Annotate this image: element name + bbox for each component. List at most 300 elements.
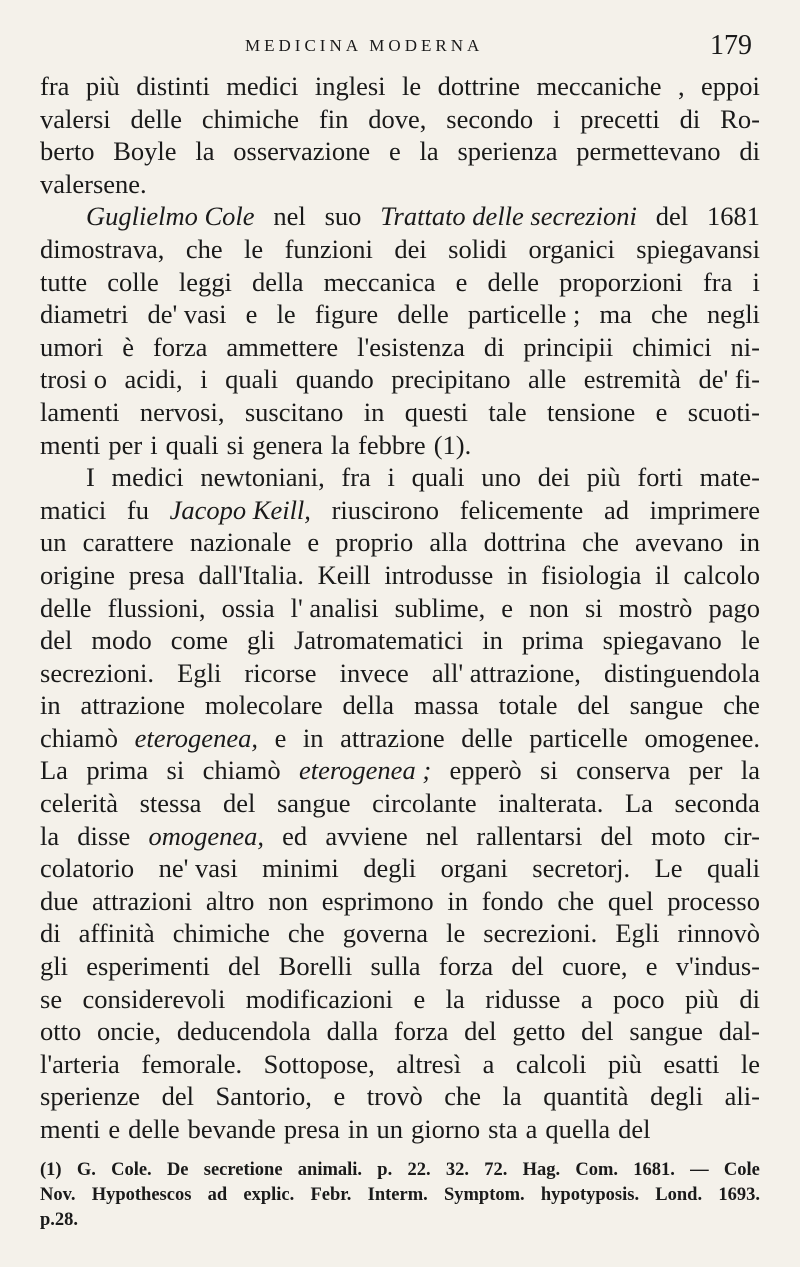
word: totale	[498, 690, 558, 721]
word: chiamò	[40, 722, 118, 753]
word: del	[228, 951, 261, 982]
word: esprimono	[321, 885, 434, 916]
word: proprio	[335, 527, 414, 558]
word: se	[40, 983, 63, 1014]
word: quali	[225, 364, 279, 395]
word: in	[347, 1114, 369, 1144]
word: inglesi	[314, 71, 386, 101]
word: dottrine	[437, 71, 521, 101]
word: di	[483, 331, 505, 362]
word: della	[342, 690, 395, 721]
word: le	[402, 71, 422, 101]
word: Sottopose,	[263, 1048, 375, 1079]
text-line	[40, 1080, 760, 1113]
word: otto	[40, 1016, 82, 1047]
word: quantità	[543, 1081, 629, 1112]
word: e	[245, 299, 258, 330]
word: dalla	[326, 1016, 379, 1047]
word: l' analisi	[290, 592, 379, 623]
word: più	[586, 462, 621, 493]
word: la	[40, 820, 60, 851]
word: 1693.	[718, 1185, 760, 1205]
word: e	[274, 722, 287, 753]
word: delle	[130, 103, 183, 134]
word: questi	[404, 396, 469, 427]
word: è	[122, 331, 135, 362]
word: e	[655, 396, 668, 427]
word: nel	[425, 820, 459, 851]
word: estremità	[583, 364, 681, 395]
word: tensione	[547, 396, 636, 427]
word: forti	[637, 462, 683, 493]
text-line	[40, 70, 760, 103]
word: genera	[252, 429, 323, 460]
word: in	[302, 722, 324, 753]
word: gli	[40, 951, 68, 982]
word: leggi	[178, 266, 232, 297]
running-head: MEDICINA MODERNA	[245, 36, 484, 55]
word: in	[482, 625, 503, 656]
text-line	[40, 754, 760, 787]
word: ne' vasi	[158, 853, 238, 884]
word: 28.	[54, 1210, 79, 1230]
word: quali	[706, 853, 760, 884]
word: eterogenea,	[134, 722, 258, 753]
word: avevano	[634, 527, 724, 558]
word: Symptom.	[443, 1185, 525, 1205]
word: delle	[128, 1114, 180, 1144]
word: la	[195, 136, 215, 167]
word: sperienze	[40, 1081, 141, 1112]
word: in	[506, 559, 528, 590]
word: la	[502, 1081, 522, 1112]
text-line	[40, 331, 760, 364]
word: 22.	[407, 1160, 431, 1180]
word: lamenti	[40, 396, 120, 427]
word: umori	[40, 331, 104, 362]
word: carattere	[82, 527, 174, 558]
word: ossia	[221, 592, 275, 623]
word: sta	[488, 1114, 518, 1144]
word: e	[333, 1081, 346, 1112]
word: avviene	[325, 820, 408, 851]
text-line	[40, 820, 760, 853]
word: ali-	[724, 1081, 760, 1112]
word: in	[447, 885, 468, 916]
word: Interm.	[367, 1185, 428, 1205]
word: giorno	[410, 1114, 481, 1144]
word: osservazione	[233, 136, 371, 167]
word: acidi,	[124, 364, 183, 395]
word: che	[287, 918, 325, 949]
word: hypotyposis.	[540, 1185, 640, 1205]
word: meccaniche	[536, 71, 662, 101]
word: non	[529, 592, 569, 623]
word: come	[170, 625, 229, 656]
word: attrazione	[80, 690, 185, 721]
word: l'esistenza	[357, 331, 465, 362]
word: che	[444, 1081, 482, 1112]
word: non	[268, 885, 308, 916]
word: degli	[650, 1081, 704, 1112]
text-line	[40, 559, 760, 592]
word: fra	[341, 462, 371, 493]
word: La	[625, 788, 653, 819]
word: la	[740, 755, 760, 786]
word: 72.	[484, 1160, 508, 1180]
word: valersene.	[40, 168, 147, 199]
body-text	[40, 70, 760, 1146]
word: quella	[545, 1114, 611, 1144]
word: chiamò	[202, 755, 281, 786]
word: tale	[488, 396, 527, 427]
word: i	[150, 429, 158, 460]
text-line	[40, 1113, 760, 1146]
word: in	[40, 690, 61, 721]
word: dottrina	[483, 527, 567, 558]
footnotes	[40, 1158, 760, 1233]
word: i	[553, 103, 561, 134]
word: presa	[128, 559, 185, 590]
word: si	[584, 592, 603, 623]
footnote-line	[40, 1183, 760, 1208]
word: che	[723, 690, 760, 721]
word: rinnovò	[677, 918, 760, 949]
word: Lond.	[655, 1185, 703, 1205]
word: diametri	[40, 299, 129, 330]
word: distinguendola	[603, 657, 760, 688]
word: sangue	[629, 690, 704, 721]
word: fra	[40, 71, 70, 101]
word: Le	[654, 853, 683, 884]
word: ricorse	[244, 657, 317, 688]
word: febbre	[358, 429, 426, 460]
word: e	[455, 266, 468, 297]
word: che	[557, 885, 595, 916]
word: Jacopo Keill,	[169, 494, 311, 525]
word: esatti	[663, 1048, 720, 1079]
word: imprimere	[649, 494, 760, 525]
word: dimostrava,	[40, 233, 165, 264]
page-header	[40, 30, 760, 64]
text-line	[40, 396, 760, 429]
word: del	[40, 625, 73, 656]
word: mate-	[699, 462, 760, 493]
word: omogenea,	[148, 820, 264, 851]
word: delle	[487, 266, 540, 297]
word: si	[166, 755, 185, 786]
word: Borelli	[278, 951, 353, 982]
word: degli	[363, 853, 417, 884]
word: all' attrazione,	[431, 657, 581, 688]
text-line	[40, 917, 760, 950]
text-line	[40, 787, 760, 820]
word: de' fi-	[698, 364, 760, 395]
word: femorale.	[141, 1048, 243, 1079]
word: per	[688, 755, 723, 786]
word: chimiche	[201, 103, 300, 134]
word: in	[739, 527, 760, 558]
word: trovò	[366, 1081, 423, 1112]
word: modificazioni	[245, 983, 393, 1014]
word: ammettere	[226, 331, 339, 362]
word: un	[40, 527, 67, 558]
word: fra	[702, 266, 733, 297]
word: cuore,	[562, 951, 628, 982]
text-line	[40, 1015, 760, 1048]
word: nazionale	[189, 527, 292, 558]
word: affinità	[78, 918, 155, 949]
word: La	[40, 755, 68, 786]
word: secrezioni.	[40, 657, 155, 688]
word: sulla	[370, 951, 421, 982]
word: figure	[314, 299, 379, 330]
footnote-line	[40, 1208, 760, 1233]
word: —	[690, 1160, 709, 1180]
word: I	[86, 462, 95, 493]
word: matici	[40, 494, 107, 525]
footnote-line	[40, 1158, 760, 1183]
word: funzioni	[284, 233, 373, 264]
word: che	[582, 527, 619, 558]
word: che	[651, 299, 688, 330]
word: epperò	[449, 755, 522, 786]
word: altro	[205, 885, 255, 916]
word: chimici	[632, 331, 712, 362]
word: ridusse	[485, 983, 561, 1014]
word: distinti	[136, 71, 210, 101]
word: de' vasi	[147, 299, 227, 330]
word: uno	[481, 462, 521, 493]
word: medici	[111, 462, 184, 493]
word: eterogenea ;	[298, 755, 432, 786]
word: del	[464, 1016, 497, 1047]
word: berto	[40, 136, 95, 167]
word: calcolo	[683, 559, 760, 590]
word: animali.	[297, 1160, 363, 1180]
text-line	[40, 200, 760, 233]
word: di	[679, 103, 701, 134]
text-line	[40, 983, 760, 1016]
word: origine	[40, 559, 116, 590]
word: Hypothescos	[91, 1185, 192, 1205]
word: meccanica	[323, 266, 436, 297]
word: negli	[706, 299, 760, 330]
word: più	[685, 983, 719, 1014]
word: valersi	[40, 103, 111, 134]
word: quali	[411, 462, 465, 493]
word: si	[226, 429, 245, 460]
word: disse	[77, 820, 131, 851]
word: trosi o	[40, 364, 107, 395]
word: mostrò	[618, 592, 693, 623]
word: processo	[667, 885, 760, 916]
text-line	[40, 298, 760, 331]
word: e	[108, 1114, 121, 1144]
word: Boyle	[113, 136, 177, 167]
word: Jatromatematici	[294, 625, 464, 656]
word: Egli	[177, 657, 222, 688]
word: colle	[107, 266, 159, 297]
word: ad	[207, 1185, 228, 1205]
text-line	[40, 233, 760, 266]
word: del	[161, 1081, 194, 1112]
word: i	[752, 266, 760, 297]
word: e	[645, 951, 658, 982]
word: delle	[40, 592, 92, 623]
word: forza	[393, 1016, 449, 1047]
word: della	[252, 266, 304, 297]
word: tutte	[40, 266, 88, 297]
word: circolante	[372, 788, 477, 819]
word: a	[482, 1048, 495, 1079]
word: Febr.	[310, 1185, 352, 1205]
text-line	[40, 885, 760, 918]
text-line	[40, 852, 760, 885]
word: p.	[377, 1160, 393, 1180]
word: del	[655, 201, 689, 232]
word: chimiche	[172, 918, 270, 949]
text-line	[40, 592, 760, 625]
word: gli	[247, 625, 276, 656]
word: fin	[318, 103, 349, 134]
word: Santorio,	[215, 1081, 312, 1112]
text-line	[40, 950, 760, 983]
word: organi	[440, 853, 508, 884]
word: esperimenti	[86, 951, 210, 982]
word: particelle ;	[467, 299, 581, 330]
word: suo	[324, 201, 362, 232]
word: stessa	[139, 788, 202, 819]
word: alle	[528, 364, 567, 395]
word: Egli	[615, 918, 660, 949]
word: si	[540, 755, 558, 786]
word: e	[413, 983, 426, 1014]
text-line	[40, 461, 760, 494]
word: secondo	[446, 103, 534, 134]
word: omogenee.	[644, 722, 760, 753]
word: e	[307, 527, 320, 558]
word: suscitano	[244, 396, 344, 427]
word: Trattato delle secrezioni	[380, 201, 637, 232]
word: invece	[339, 657, 409, 688]
word: Hag.	[522, 1160, 561, 1180]
word: quando	[295, 364, 374, 395]
word: felicemente	[459, 494, 584, 525]
word: Guglielmo Cole	[86, 201, 255, 232]
word: getto	[512, 1016, 566, 1047]
text-line	[40, 266, 760, 299]
word: sangue	[276, 788, 351, 819]
word: inalterata.	[498, 788, 604, 819]
text-line	[40, 135, 760, 168]
word: attrazione	[340, 722, 445, 753]
word: oncie,	[97, 1016, 162, 1047]
word: l'arteria	[40, 1048, 120, 1079]
word: per	[108, 429, 143, 460]
word: dal-	[718, 1016, 760, 1047]
word: due	[40, 885, 79, 916]
text-line	[40, 363, 760, 396]
word: a	[525, 1114, 538, 1144]
word: dove,	[368, 103, 427, 134]
word: spiegavano	[602, 625, 722, 656]
word: che	[185, 233, 223, 264]
word: celerità	[40, 788, 118, 819]
word: ,	[677, 71, 685, 101]
text-line	[40, 624, 760, 657]
text-line	[40, 1048, 760, 1081]
word: dei	[537, 462, 571, 493]
word: di	[739, 136, 760, 167]
word: medici	[226, 71, 299, 101]
word: deducendola	[176, 1016, 311, 1047]
word: un	[376, 1114, 403, 1144]
word: seconda	[674, 788, 760, 819]
word: ni-	[730, 331, 760, 362]
word: alla	[429, 527, 468, 558]
word: forza	[152, 331, 208, 362]
word: governa	[342, 918, 429, 949]
word: altresì	[396, 1048, 462, 1079]
word: menti	[40, 1114, 101, 1144]
word: sperienza	[457, 136, 558, 167]
word: prima	[521, 625, 584, 656]
word: fu	[126, 494, 149, 525]
word: e	[501, 592, 514, 623]
word: fondo	[481, 885, 544, 916]
word: delle	[397, 299, 449, 330]
word: precipitano	[391, 364, 511, 395]
word: le	[276, 299, 296, 330]
word: di	[739, 983, 760, 1014]
word: secretione	[203, 1160, 283, 1180]
word: ma	[599, 299, 632, 330]
word: minimi	[262, 853, 339, 884]
text-line	[40, 722, 760, 755]
word: menti	[40, 429, 101, 460]
word: spiegavansi	[636, 233, 760, 264]
word: 1681.	[633, 1160, 675, 1180]
word: del	[511, 951, 544, 982]
word: solidi	[448, 233, 508, 264]
word: del	[577, 690, 610, 721]
text-line	[40, 429, 760, 462]
word: più	[85, 71, 120, 101]
word: considerevoli	[82, 983, 226, 1014]
word: calcoli	[515, 1048, 587, 1079]
word: (1).	[433, 429, 472, 460]
word: la	[419, 136, 439, 167]
page-number: 179	[710, 30, 752, 61]
word: G.	[76, 1160, 96, 1180]
word: ed	[282, 820, 308, 851]
word: colatorio	[40, 853, 135, 884]
word: sublime,	[394, 592, 486, 623]
word: fisiologia	[541, 559, 642, 590]
word: principii	[523, 331, 614, 362]
word: e	[388, 136, 401, 167]
word: a	[580, 983, 593, 1014]
word: quali	[165, 429, 219, 460]
word: massa	[413, 690, 479, 721]
word: pago	[708, 592, 760, 623]
word: presa	[283, 1114, 340, 1144]
word: Com.	[575, 1160, 618, 1180]
text-line	[40, 689, 760, 722]
text-line	[40, 526, 760, 559]
word: proporzioni	[559, 266, 683, 297]
